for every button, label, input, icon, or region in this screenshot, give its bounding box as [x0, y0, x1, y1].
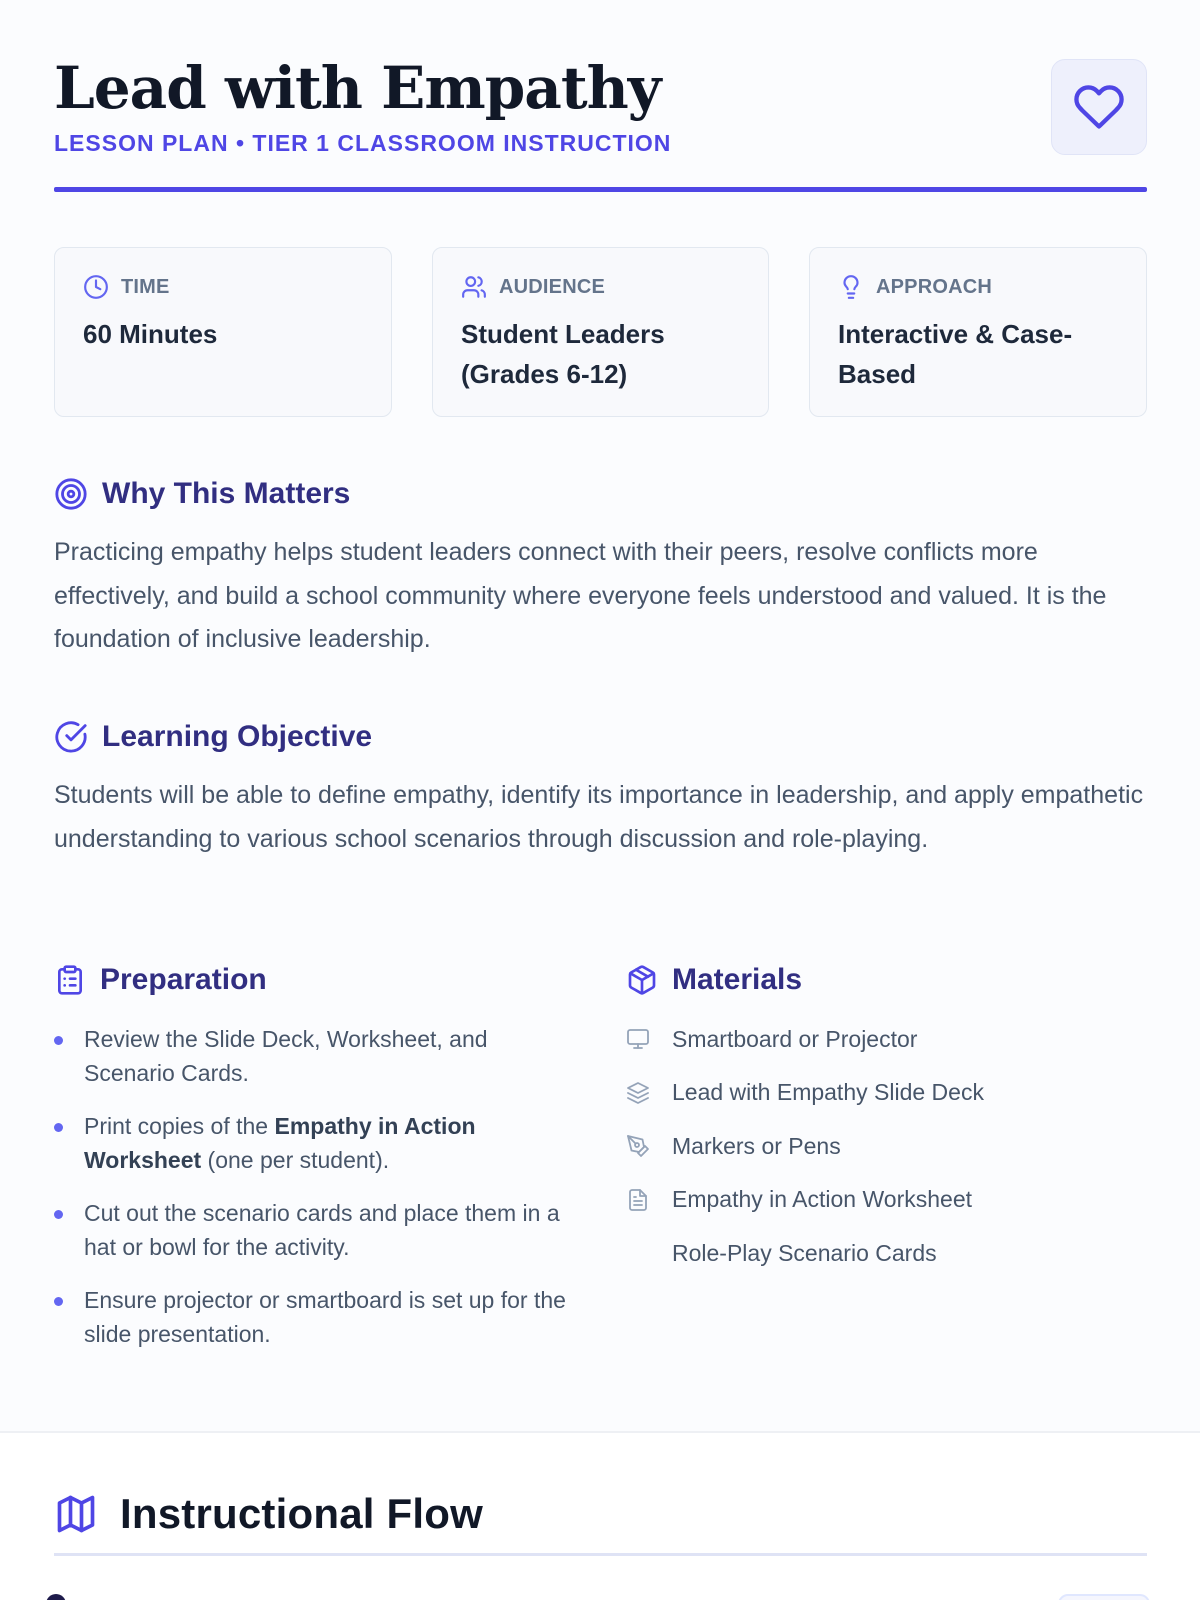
list-item [54, 1022, 584, 1090]
clock-icon [83, 274, 109, 300]
list-item-emphasis: Empathy in Action Worksheet [84, 1113, 476, 1173]
monitor-icon [626, 1027, 650, 1051]
list-item [626, 1236, 1146, 1270]
timeline-dot [46, 1594, 66, 1600]
section-title: Why This Matters [102, 477, 351, 510]
list-item-text: Cut out the scenario cards and place them in a hat or bowl for the activity. [84, 1200, 560, 1260]
list-item [54, 1196, 584, 1264]
users-icon [461, 274, 487, 300]
flow-section-heading [54, 1488, 483, 1540]
info-card-approach [809, 247, 1147, 417]
list-item-text: Lead with Empathy Slide Deck [672, 1079, 984, 1105]
bullet-icon [54, 1297, 63, 1306]
file-text-icon [626, 1188, 650, 1212]
info-card-value: Student Leaders (Grades 6-12) [461, 319, 665, 389]
clipboard-icon [54, 964, 86, 996]
bullet-icon [54, 1123, 63, 1132]
map-icon [54, 1492, 98, 1536]
bullet-icon [54, 1036, 63, 1045]
layers-icon [626, 1081, 650, 1105]
heart-icon [1073, 81, 1125, 133]
list-item-text: Markers or Pens [672, 1132, 841, 1159]
bullet-icon [54, 1210, 63, 1219]
pen-tool-icon [626, 1134, 650, 1158]
why-section-heading [54, 474, 350, 514]
objective-section-heading [54, 717, 372, 757]
preparation-list [54, 1022, 584, 1370]
section-title: Instructional Flow [120, 1490, 483, 1537]
list-item [54, 1109, 584, 1177]
materials-section-heading [626, 960, 802, 1000]
info-card-label: TIME [121, 275, 170, 298]
info-card-audience [432, 247, 769, 417]
list-item [626, 1129, 1146, 1163]
why-text: Practicing empathy helps student leaders connect with their peers, resolve conflicts more effectively, and build a school community where everyone feels understood and valued. It is the foundation of inclusive leadership. [54, 538, 1107, 653]
list-item [626, 1076, 1146, 1110]
lightbulb-icon [838, 274, 864, 300]
info-card-label: APPROACH [876, 275, 993, 298]
section-title: Materials [672, 963, 803, 996]
header-divider [54, 187, 1147, 192]
check-circle-icon [54, 720, 88, 754]
list-item-text: Role-Play Scenario Cards [672, 1239, 937, 1266]
list-item-text: Print copies of the [84, 1113, 275, 1139]
flow-divider [54, 1553, 1147, 1556]
favorite-button[interactable] [1051, 59, 1147, 155]
target-icon [54, 477, 88, 511]
list-item [626, 1022, 1146, 1056]
objective-text: Students will be able to define empathy, identify its importance in leadership, and apply empathetic understanding to various school scenarios through discussion and role-playing. [54, 781, 1144, 853]
info-card-time [54, 247, 392, 417]
section-divider [0, 1431, 1200, 1433]
duration-badge [1058, 1594, 1150, 1600]
materials-list [626, 1022, 1146, 1290]
page-title: Lead with Empathy [54, 54, 661, 122]
package-icon [626, 964, 658, 996]
list-item [54, 1283, 584, 1351]
info-card-value: 60 Minutes [83, 319, 218, 349]
list-item-text: Ensure projector or smartboard is set up for the slide presentation. [84, 1287, 566, 1347]
info-card-label: AUDIENCE [499, 275, 606, 298]
page-subtitle: LESSON PLAN • TIER 1 CLASSROOM INSTRUCTION [54, 130, 672, 156]
list-item-text: Empathy in Action Worksheet [672, 1186, 972, 1212]
section-title: Learning Objective [102, 720, 373, 753]
section-title: Preparation [100, 963, 267, 996]
list-item-text: (one per student). [201, 1147, 390, 1173]
info-card-value: Interactive & Case-Based [838, 319, 1073, 389]
preparation-section-heading [54, 960, 267, 1000]
list-item-text: Review the Slide Deck, Worksheet, and Scenario Cards. [84, 1026, 488, 1086]
list-item [626, 1183, 1146, 1217]
list-item-text: Smartboard or Projector [672, 1025, 918, 1052]
